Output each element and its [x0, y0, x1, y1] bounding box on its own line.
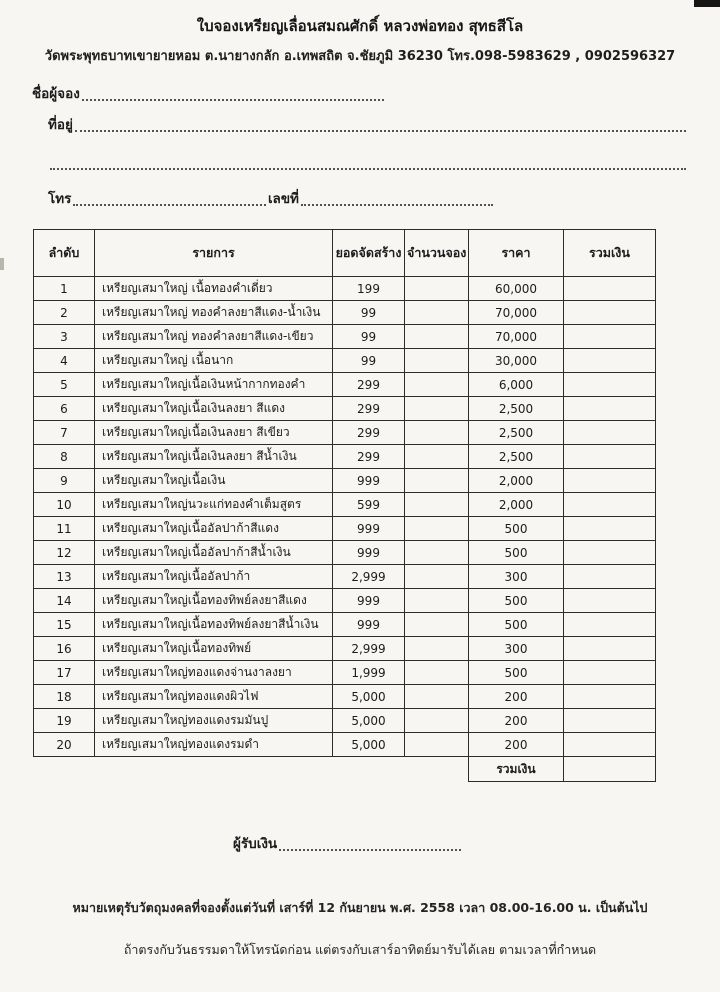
cell-item: เหรียญเสมาใหญ่ เนื้อทองคำเดี่ยว	[95, 277, 333, 301]
address-label: ที่อยู่	[48, 117, 73, 133]
field-money-receiver	[233, 834, 463, 854]
cell-item: เหรียญเสมาใหญ่เนื้อทองทิพย์ลงยาสีน้ำเงิน	[95, 613, 333, 637]
cell-price: 2,000	[469, 469, 564, 493]
cell-no: 14	[34, 589, 95, 613]
table-row	[34, 661, 656, 685]
cell-reserved-qty	[405, 373, 469, 397]
cell-made-total: 5,000	[333, 685, 405, 709]
cell-no: 20	[34, 733, 95, 757]
cell-item: เหรียญเสมาใหญ่เนื้ออัลปาก้าสีแดง	[95, 517, 333, 541]
cell-total-amount	[564, 421, 656, 445]
cell-price: 60,000	[469, 277, 564, 301]
cell-item: เหรียญเสมาใหญ่เนื้อเงินหน้ากากทองคำ	[95, 373, 333, 397]
cell-no: 15	[34, 613, 95, 637]
cell-price: 500	[469, 661, 564, 685]
cell-no: 16	[34, 637, 95, 661]
cell-item: เหรียญเสมาใหญ่ เนื้อนาก	[95, 349, 333, 373]
cell-total-amount	[564, 541, 656, 565]
table-row	[34, 685, 656, 709]
notes-section	[18, 898, 702, 960]
cell-total-amount	[564, 301, 656, 325]
cell-made-total: 299	[333, 421, 405, 445]
cell-reserved-qty	[405, 397, 469, 421]
header-no: ลำดับ	[34, 230, 95, 277]
header-price: ราคา	[469, 230, 564, 277]
table-row	[34, 637, 656, 661]
cell-reserved-qty	[405, 541, 469, 565]
cell-no: 17	[34, 661, 95, 685]
field-address-line2	[48, 151, 688, 173]
reserver-name-label: ชื่อผู้จอง	[32, 86, 80, 102]
cell-total-amount	[564, 397, 656, 421]
cell-total-amount	[564, 517, 656, 541]
cell-total-amount	[564, 493, 656, 517]
cell-item: เหรียญเสมาใหญ่เนื้ออัลปาก้าสีน้ำเงิน	[95, 541, 333, 565]
pickup-note: หมายเหตุรับวัตถุมงคลที่จองตั้งแต่วันที่ เสาร์ที่ 12 กันยายน พ.ศ. 2558 เวลา 08.00-16.00 น. เป็นต้นไป	[72, 900, 648, 915]
cell-price: 2,500	[469, 421, 564, 445]
form-number-label: เลขที่	[267, 191, 299, 207]
cell-made-total: 99	[333, 301, 405, 325]
cell-item: เหรียญเสมาใหญ่ทองแดงรมมันปู	[95, 709, 333, 733]
cell-price: 200	[469, 685, 564, 709]
cell-reserved-qty	[405, 277, 469, 301]
order-table	[33, 229, 656, 782]
cell-total-amount	[564, 709, 656, 733]
cell-price: 500	[469, 541, 564, 565]
temple-address-line: วัดพระพุทธบาทเขายายหอม ต.นายางกลัก อ.เทพสถิต จ.ชัยภูมิ 36230 โทร.098-5983629 , 0902596327	[44, 49, 676, 64]
table-row	[34, 541, 656, 565]
cell-no: 6	[34, 397, 95, 421]
table-row	[34, 565, 656, 589]
cell-price: 500	[469, 589, 564, 613]
cell-made-total: 99	[333, 325, 405, 349]
cell-item: เหรียญเสมาใหญ่ทองแดงผิวไฟ	[95, 685, 333, 709]
cell-item: เหรียญเสมาใหญ่นวะแก่ทองคำเต็มสูตร	[95, 493, 333, 517]
cell-reserved-qty	[405, 637, 469, 661]
cell-price: 200	[469, 709, 564, 733]
cell-item: เหรียญเสมาใหญ่เนื้อเงินลงยา สีน้ำเงิน	[95, 445, 333, 469]
table-row	[34, 421, 656, 445]
cell-price: 200	[469, 733, 564, 757]
cell-total-amount	[564, 469, 656, 493]
cell-made-total: 2,999	[333, 565, 405, 589]
table-row	[34, 397, 656, 421]
cell-total-amount	[564, 565, 656, 589]
cell-item: เหรียญเสมาใหญ่เนื้อทองทิพย์ลงยาสีแดง	[95, 589, 333, 613]
cell-total-amount	[564, 373, 656, 397]
cell-reserved-qty	[405, 613, 469, 637]
form-fields	[18, 82, 702, 209]
table-row	[34, 301, 656, 325]
header-item: รายการ	[95, 230, 333, 277]
grand-total-blank	[564, 757, 656, 782]
phone-blank	[73, 203, 266, 206]
cell-item: เหรียญเสมาใหญ่ทองแดงจ่านงาลงยา	[95, 661, 333, 685]
order-table-body	[34, 277, 656, 757]
form-number-blank	[301, 203, 494, 206]
cell-no: 5	[34, 373, 95, 397]
cell-reserved-qty	[405, 517, 469, 541]
cell-made-total: 299	[333, 397, 405, 421]
table-row	[34, 349, 656, 373]
cell-total-amount	[564, 325, 656, 349]
cell-reserved-qty	[405, 421, 469, 445]
cell-item: เหรียญเสมาใหญ่เนื้อเงิน	[95, 469, 333, 493]
cell-made-total: 999	[333, 613, 405, 637]
order-table-footer	[34, 757, 656, 782]
footer-spacer	[34, 757, 469, 782]
cell-total-amount	[564, 661, 656, 685]
cell-price: 300	[469, 637, 564, 661]
cell-no: 18	[34, 685, 95, 709]
cell-reserved-qty	[405, 493, 469, 517]
cell-made-total: 999	[333, 517, 405, 541]
cell-item: เหรียญเสมาใหญ่ทองแดงรมดำ	[95, 733, 333, 757]
table-row	[34, 445, 656, 469]
table-row	[34, 709, 656, 733]
cell-reserved-qty	[405, 733, 469, 757]
cell-no: 10	[34, 493, 95, 517]
cell-item: เหรียญเสมาใหญ่เนื้ออัลปาก้า	[95, 565, 333, 589]
cell-made-total: 999	[333, 469, 405, 493]
cell-no: 12	[34, 541, 95, 565]
cell-item: เหรียญเสมาใหญ่ ทองคำลงยาสีแดง-น้ำเงิน	[95, 301, 333, 325]
header-made-total: ยอดจัดสร้าง	[333, 230, 405, 277]
cell-no: 9	[34, 469, 95, 493]
cell-price: 6,000	[469, 373, 564, 397]
cell-price: 2,500	[469, 397, 564, 421]
cell-reserved-qty	[405, 349, 469, 373]
cell-item: เหรียญเสมาใหญ่เนื้อเงินลงยา สีแดง	[95, 397, 333, 421]
table-row	[34, 733, 656, 757]
cell-price: 2,500	[469, 445, 564, 469]
cell-price: 300	[469, 565, 564, 589]
table-row	[34, 517, 656, 541]
header-total-amount: รวมเงิน	[564, 230, 656, 277]
weekday-note: ถ้าตรงกับวันธรรมดาให้โทรนัดก่อน แต่ตรงกับเสาร์อาทิตย์มารับได้เลย ตามเวลาที่กำหนด	[123, 942, 597, 957]
cell-made-total: 299	[333, 445, 405, 469]
table-row	[34, 493, 656, 517]
cell-price: 500	[469, 613, 564, 637]
cell-total-amount	[564, 685, 656, 709]
cell-price: 30,000	[469, 349, 564, 373]
cell-made-total: 999	[333, 589, 405, 613]
cell-no: 8	[34, 445, 95, 469]
cell-total-amount	[564, 349, 656, 373]
cell-reserved-qty	[405, 445, 469, 469]
cell-reserved-qty	[405, 469, 469, 493]
phone-label: โทร	[48, 191, 72, 207]
cell-made-total: 199	[333, 277, 405, 301]
table-row	[34, 469, 656, 493]
money-receiver-blank	[279, 848, 461, 851]
cell-reserved-qty	[405, 325, 469, 349]
field-address	[48, 113, 688, 135]
cell-reserved-qty	[405, 565, 469, 589]
cell-total-amount	[564, 637, 656, 661]
cell-total-amount	[564, 277, 656, 301]
order-table-header	[34, 230, 656, 277]
cell-made-total: 299	[333, 373, 405, 397]
field-phone-and-number	[48, 187, 688, 209]
cell-no: 4	[34, 349, 95, 373]
cell-no: 2	[34, 301, 95, 325]
cell-item: เหรียญเสมาใหญ่เนื้อเงินลงยา สีเขียว	[95, 421, 333, 445]
cell-total-amount	[564, 613, 656, 637]
cell-no: 19	[34, 709, 95, 733]
money-receiver-label: ผู้รับเงิน	[233, 836, 278, 852]
table-row	[34, 589, 656, 613]
grand-total-label: รวมเงิน	[469, 757, 564, 782]
cell-no: 7	[34, 421, 95, 445]
cell-reserved-qty	[405, 685, 469, 709]
cell-item: เหรียญเสมาใหญ่ ทองคำลงยาสีแดง-เขียว	[95, 325, 333, 349]
scan-artifact-edge	[0, 258, 4, 270]
cell-no: 3	[34, 325, 95, 349]
cell-made-total: 5,000	[333, 733, 405, 757]
cell-made-total: 2,999	[333, 637, 405, 661]
cell-no: 13	[34, 565, 95, 589]
cell-no: 1	[34, 277, 95, 301]
cell-price: 70,000	[469, 325, 564, 349]
table-row	[34, 373, 656, 397]
address-blank	[75, 129, 686, 132]
cell-price: 2,000	[469, 493, 564, 517]
cell-reserved-qty	[405, 661, 469, 685]
cell-made-total: 599	[333, 493, 405, 517]
cell-total-amount	[564, 589, 656, 613]
table-row	[34, 613, 656, 637]
cell-reserved-qty	[405, 301, 469, 325]
cell-price: 70,000	[469, 301, 564, 325]
cell-price: 500	[469, 517, 564, 541]
field-reserver-name	[32, 82, 688, 104]
table-row	[34, 325, 656, 349]
cell-reserved-qty	[405, 709, 469, 733]
cell-total-amount	[564, 733, 656, 757]
address-blank-line2	[50, 167, 686, 170]
scan-artifact-corner	[694, 0, 720, 7]
cell-made-total: 5,000	[333, 709, 405, 733]
header-reserved-qty: จำนวนจอง	[405, 230, 469, 277]
cell-item: เหรียญเสมาใหญ่เนื้อทองทิพย์	[95, 637, 333, 661]
cell-made-total: 1,999	[333, 661, 405, 685]
page-title: ใบจองเหรียญเลื่อนสมณศักดิ์ หลวงพ่อทอง สุทธสีโล	[196, 17, 524, 35]
cell-reserved-qty	[405, 589, 469, 613]
reserver-name-blank	[82, 98, 384, 101]
cell-made-total: 99	[333, 349, 405, 373]
table-row	[34, 277, 656, 301]
cell-total-amount	[564, 445, 656, 469]
cell-made-total: 999	[333, 541, 405, 565]
cell-no: 11	[34, 517, 95, 541]
